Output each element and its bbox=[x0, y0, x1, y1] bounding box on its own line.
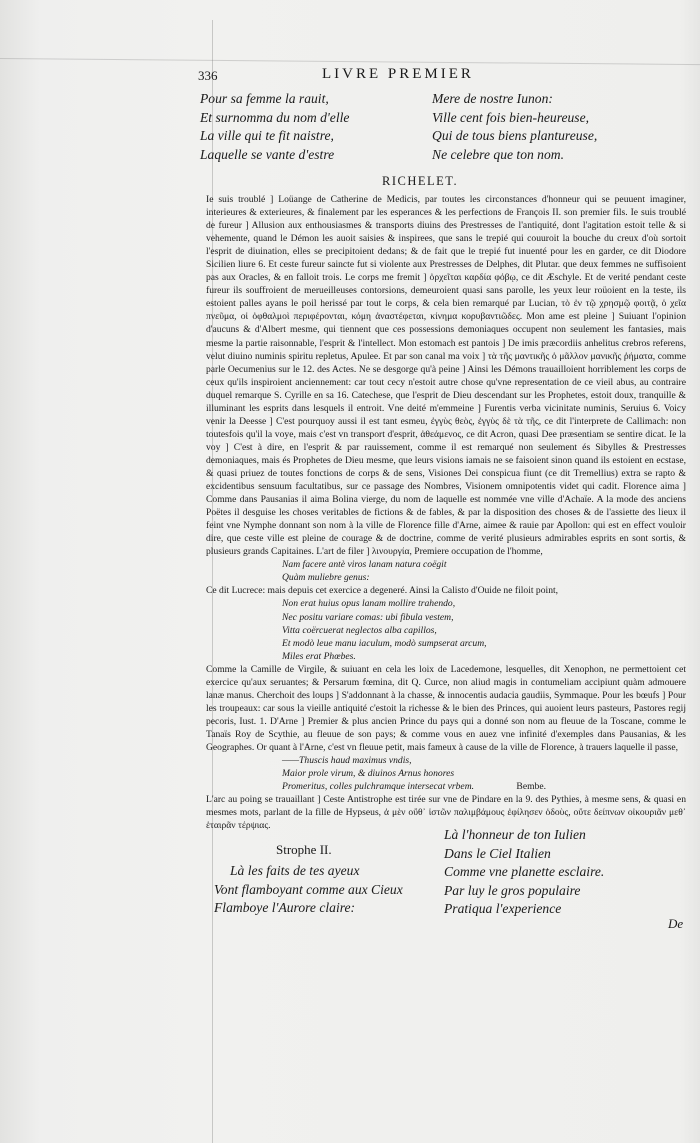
strophe-verse-left bbox=[214, 862, 403, 918]
quote-line: Vitta coërcuerat neglectos alba capillos, bbox=[282, 624, 437, 636]
verse-line: Là les faits de tes ayeux bbox=[230, 863, 360, 878]
quote-line: Non erat huius opus lanam mollire trahendo, bbox=[282, 598, 456, 610]
verse-line: Flamboye l'Aurore claire: bbox=[214, 900, 356, 915]
verse-line: Dans le Ciel Italien bbox=[444, 845, 551, 861]
running-head: LIVRE PREMIER bbox=[322, 66, 474, 82]
commentary-paragraph: Comme la Camille de Virgile, & suiuant en cela les loix de Lacedemone, lesquelles, dit Xenophon, ne permettoient cet exercice qu'aux seruantes; & Persarum fœmina, dit Q. Curce, non aliud magis in contumeliam accipiunt quàm admouere lanæ manus. Cherchoit des loups ] S'addonnant à la chasse, & innocentis audacia gaudiis, Symmaque. Pour les bœufs ] Pour les troupeaux: car sous la vieille antiquité c'estoit la richesse & le bien des Princes, qui auoient leurs pasteurs, Pastores regij pecoris, Iust. 1. D'Arne ] Premier & plus ancien Prince du pays qui a donné son nom au fleuue de la Toscane, comme le Tanaïs Roy de Scythie, au fleuue de son pays; & comme vous en auez vne infinité d'exemples dans Pausanias, & les Geographes. Or quant à l'Arne, c'est vn fleuue petit, mais fameux à cause de la ville de Florence, à trauers laquelle il passe, bbox=[206, 663, 686, 753]
verse-line: Ne celebre que ton nom. bbox=[432, 146, 564, 162]
verse-line: Ville cent fois bien-heureuse, bbox=[432, 109, 590, 125]
verse-line: Et surnomma du nom d'elle bbox=[200, 109, 350, 125]
top-verse-right bbox=[432, 90, 597, 164]
commentary-paragraph: L'arc au poing se trauaillant ] Ceste Antistrophe est tirée sur vne de Pindare en la 9. des Pythies, à mesme sens, & quasi en mesmes mots, parlant de la fille de Hypseus, ἁ μὲν οὔθ᾽ ἱστῶν παλιμβάμους ἐφίλησεν ὁδοὺς, οὔτε δείπνων οἰκουριᾶν μεθ᾽ ἑταιρᾶν τέρψιας. bbox=[206, 794, 686, 832]
quote-line: Nec positu variare comas: ubi fibula vestem, bbox=[282, 611, 454, 623]
section-title: RICHELET. bbox=[382, 174, 459, 188]
verse-line: Par luy le gros populaire bbox=[444, 882, 581, 898]
commentary-block bbox=[206, 193, 686, 832]
strophe-heading: Strophe II. bbox=[276, 842, 332, 857]
latin-quote bbox=[206, 558, 686, 584]
quote-line: Miles erat Phœbes. bbox=[282, 650, 356, 662]
catchword: De bbox=[668, 916, 684, 931]
strophe-verse-right bbox=[444, 826, 604, 919]
verse-line: Laquelle se vante d'estre bbox=[200, 146, 335, 162]
verse-line: Vont flamboyant comme aux Cieux bbox=[214, 881, 403, 897]
commentary-paragraph: Ie suis troublé ] Loüange de Catherine de Medicis, par toutes les circonstances d'honneur qui se peuuent imaginer, interieures & exterieures, & finalement par les esperances & les perfections de François II. son premier fils. Ie suis troublé de fureur ] Allusion aux enthousiasmes & transports diuins des Prestresses de l'antiquité, dont l'agitation estoit telle & si vehemente, quand le Démon les auoit saisies & inspirees, que sans le trepié qui couuroit la bouche du creux d'où sortoit l'esprit de diuination, elles se precipitoient dedans; & de fait que le trepié fut inuenté pour les en garder, ce dit Diodore Sicilien liure 6. Et ceste fureur saincte fut si violente aux Prestresses de Delphes, dit Plutar. que deux femmes ne suffisoient pas aux Oracles, & en falloit trois. Le corps me fremit ] ὀρχεῖται καρδία φόβῳ, ce dit Æschyle. Et de verité pendant ceste fureur ils souffroient de merueilleuses contorsions, demeuroient quasi sans parolle, les yeux leur roüoient en la teste, ils estoient palles ayans le poil herissé par tout le corps, & cela bien remarqué par Lucian, τὸ ἐν τῷ χρησμῷ φοιτᾷ, ὁ χεῖα πνεῦμα, οἱ ὀφθαλμοὶ περιφέρονται, κόμη ἀναστέφεται, κίνημα κορυβαντιῶδες. Mon ame est pleine ] Suiuant l'opinion d'aucuns & d'Albert mesme, qui tiennent que ces possessions demoniaques occupent non seulement les fantasies, mais mesme la partie raisonnable, l'esprit & l'intellect. Mon estomach est pantois ] De imis præcordiis anhelitus crebros referens, velut diuino numinis spiritu repletus, Apulee. Et par son canal ma voix ] τὰ τῆς μαντικῆς ὁ μᾶλλον μανικῆς ῥήματα, comme parle Oecumenius sur le 12. des Actes. Ne se desgorge qu'à peine ] Ainsi les Démons trauailloient horriblement les corps de ceux qu'ils inspiroient anciennement: car tout cecy n'estoit autre chose qu'vne representation de ce vieil abus, au contraire duquel remarque S. Cyrille en sa 16. Catechese, que l'esprit de Dieu descendant sur les Prophetes, estoit doux, tranquille & illuminant les esprits dans lesquels il entroit. Vne deité m'emmeine ] Furentis verba vicinitate numinis, Seruius 6. Voicy venir la Deesse ] C'est pourquoy aussi il est tant esmeu, ἐγγὺς θεὸς, ἐγγὺς δὲ τὰ τῆς, ce dit l'interprete de Callimach: non toutesfois qu'il la voye, mais c'est vn transport d'esprit, ἀθεάμενος, ce dit Acron, quasi Dee præsentiam se sentire dicat. Ie la voy ] C'est à dire, en l'esprit & par rauissement, comme il est remarqué non seulement és Sibylles & Prestresses demoniaques, mais és Prophetes de Dieu mesme, que leurs visions iamais ne se faisoient sinon quand ils estoient en ecstase, & quasi priuez de toutes fonctions de corps & de sens, Visiones Dei conspicua fiunt (ce dit Tremellius) extra se rapto & excidentibus sensuum facultatibus, sur ce passage des Nombres, Visionem omnipotentis videt qui cadit. Florence aima ] Comme dans Pausanias il aima Bolina vierge, du nom de laquelle est nommée vne ville d'Achaïe. A la mode des anciens Poëtes il desguise les choses veritables de fictions & de fables, & par la disposition des choses & de l'assiette des lieux il feint vne Nymphe donnant son nom à la ville de Florence fille d'Arne, aimee & rauie par Apollon: qui est en effect vouloir dire, que ceste ville est pleine de courage & de doctrine, comme de verité plusieurs admirables esprits en sont sortis, & plusieurs grands Capitaines. L'art de filer ] λινουργία, Premiere occupation de l'homme, bbox=[206, 194, 686, 558]
verse-line: Pratiqua l'experience bbox=[444, 901, 562, 916]
quote-line: Maior prole virum, & diuinos Arnus honores bbox=[282, 768, 455, 780]
quote-line: Quàm muliebre genus: bbox=[282, 572, 370, 584]
verse-line: Là l'honneur de ton Iulien bbox=[444, 827, 586, 842]
quote-line: Nam facere antè viros lanam natura coëgit bbox=[282, 559, 447, 571]
quote-line: Promeritus, colles pulchramque intersecat vrbem. bbox=[282, 781, 475, 793]
page-number: 336 bbox=[198, 68, 218, 83]
verse-line: Comme vne planette esclaire. bbox=[444, 864, 605, 879]
verse-line: La ville qui te fit naistre, bbox=[200, 128, 334, 143]
latin-quote bbox=[206, 597, 686, 662]
quote-line: ——Thuscis haud maximus vndis, bbox=[282, 755, 412, 767]
commentary-paragraph: Ce dit Lucrece: mais depuis cet exercice a degeneré. Ainsi la Calisto d'Ouide ne filoit point, bbox=[206, 585, 559, 597]
top-verse-left bbox=[200, 90, 349, 164]
quote-line: Et modò leue manu iaculum, modò sumpserat arcum, bbox=[282, 637, 487, 649]
verse-line: Qui de tous biens plantureuse, bbox=[432, 128, 598, 143]
verse-line: Pour sa femme la rauit, bbox=[200, 91, 329, 106]
verse-line: Mere de nostre Iunon: bbox=[432, 91, 553, 106]
page-edge-line bbox=[0, 58, 700, 65]
quote-attribution: Bembe. bbox=[516, 781, 546, 793]
